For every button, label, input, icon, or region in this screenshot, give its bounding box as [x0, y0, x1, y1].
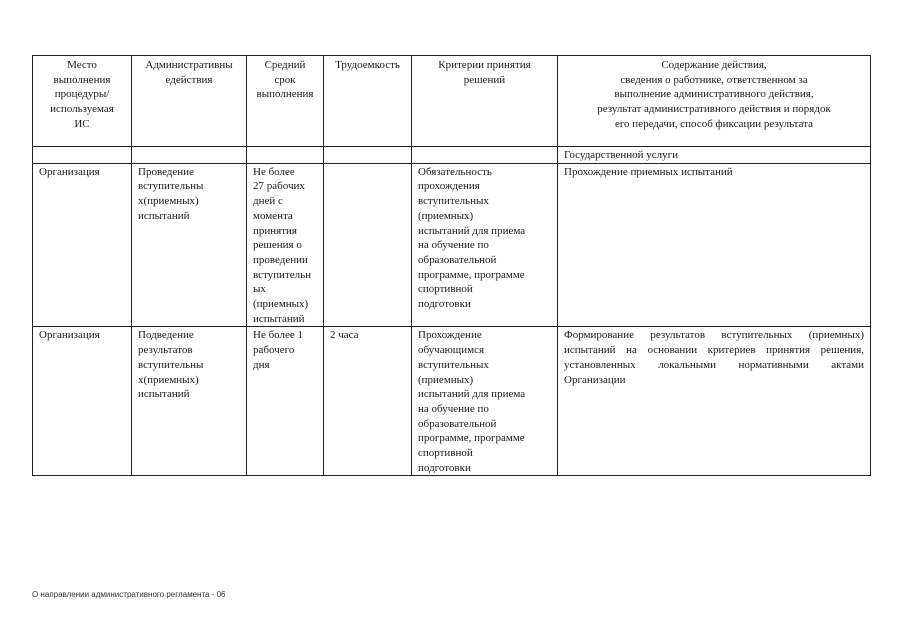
header-actions: Административны едействия: [132, 56, 247, 147]
cell-place: Организация: [33, 327, 132, 476]
cell-criteria: Прохождение обучающимся вступительных (приемных) испытаний для приема на обучение по образовательной программе, программе спортивной подготовки: [412, 327, 558, 476]
cell-criteria: Обязательность прохождения вступительных (приемных) испытаний для приема на обучение по образовательной программе, программе спортивной подготовки: [412, 163, 558, 327]
table-row: [33, 327, 871, 476]
cell-duration: Не более 1 рабочего дня: [247, 327, 324, 476]
cell-labor: 2 часа: [324, 327, 412, 476]
service-label: Государственной услуги: [558, 147, 871, 164]
procedure-table: [32, 55, 871, 476]
service-row: [33, 147, 871, 164]
cell-content: Формирование результатов вступительных (приемных) испытаний на основании критериев принятия решения, установленных локальными нормативными актами Организации: [558, 327, 871, 476]
cell-duration: Не более 27 рабочих дней с момента принятия решения о проведении вступительн ых (приемных) испытаний: [247, 163, 324, 327]
page-footer: О направлении административного регламента - 06: [32, 590, 226, 599]
cell-action: Проведение вступительны х(приемных) испытаний: [132, 163, 247, 327]
table-row: [33, 163, 871, 327]
header-row: [33, 56, 871, 147]
header-content: Содержание действия, сведения о работнике, ответственном за выполнение административного действия, результат административного действия и порядок его передачи, способ фиксации результата: [558, 56, 871, 147]
cell-content: Прохождение приемных испытаний: [558, 163, 871, 327]
header-duration: Средний срок выполнения: [247, 56, 324, 147]
cell-labor: [324, 163, 412, 327]
header-labor: Трудоемкость: [324, 56, 412, 147]
cell-action: Подведение результатов вступительны х(приемных) испытаний: [132, 327, 247, 476]
header-place: Место выполнения процедуры/ используемая ИС: [33, 56, 132, 147]
cell-place: Организация: [33, 163, 132, 327]
header-criteria: Критерии принятия решений: [412, 56, 558, 147]
